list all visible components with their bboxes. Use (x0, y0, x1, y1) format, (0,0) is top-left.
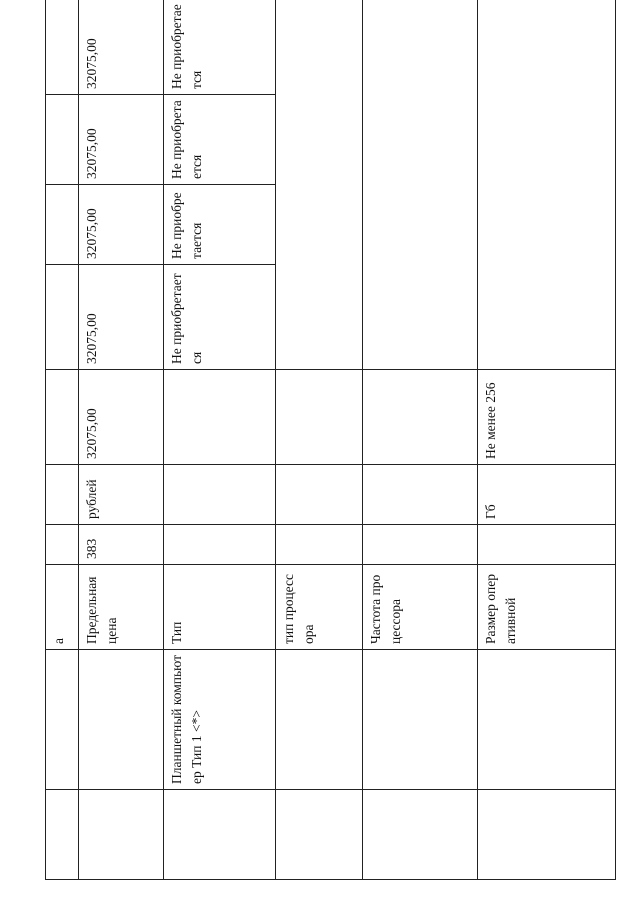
cell-blank (46, 525, 79, 565)
table-row-ram (478, 0, 616, 880)
cell-blank (363, 790, 478, 880)
cell-price: 32075,00 (79, 185, 164, 265)
cell-blank (46, 185, 79, 265)
cell-ram-unit: Гб (478, 465, 616, 525)
cell-product-name: Планшетный компьютер Тип 1 <*> (164, 650, 276, 790)
cell-blank (363, 370, 478, 465)
cell-ram-label: Размер оперативной (478, 565, 616, 650)
cell-blank (363, 650, 478, 790)
cell-blank (46, 0, 79, 95)
cell-blank (46, 370, 79, 465)
cell-cpu-freq-label: Частота процессора (363, 565, 478, 650)
cell-blank (164, 465, 276, 525)
cell-type-value (164, 370, 276, 465)
table-row-price (79, 0, 164, 880)
cell-cpu-type-label: тип процессора (276, 565, 363, 650)
table-row-cpu-type (276, 0, 363, 880)
procurement-table (45, 0, 616, 880)
cell-blank (478, 790, 616, 880)
cell-type-label: Тип (164, 565, 276, 650)
cell-blank (46, 265, 79, 370)
cell-price: 32075,00 (79, 265, 164, 370)
cell-blank (478, 650, 616, 790)
cell-unit: рублей (79, 465, 164, 525)
cell-blank (46, 465, 79, 525)
cell-blank (276, 465, 363, 525)
cell-blank (478, 525, 616, 565)
cell-word-tail: а (46, 565, 79, 650)
table-row-type (164, 0, 276, 880)
cell-blank (46, 650, 79, 790)
cell-type-value: Не приобретается (164, 185, 276, 265)
cell-blank (46, 95, 79, 185)
cell-blank (164, 790, 276, 880)
cell-blank (79, 650, 164, 790)
cell-merged-blank (363, 0, 478, 370)
cell-blank (276, 650, 363, 790)
cell-blank (46, 790, 79, 880)
cell-blank (363, 525, 478, 565)
cell-price: 32075,00 (79, 95, 164, 185)
table-row-cpu-freq (363, 0, 478, 880)
cell-merged-blank (478, 0, 616, 370)
cell-type-value: Не приобретается (164, 0, 276, 95)
cell-blank (276, 525, 363, 565)
cell-merged-blank (276, 0, 363, 370)
table-row-top (46, 0, 79, 880)
cell-blank (164, 525, 276, 565)
cell-blank (276, 790, 363, 880)
cell-price: 32075,00 (79, 370, 164, 465)
cell-blank (363, 465, 478, 525)
cell-type-value: Не приобретается (164, 265, 276, 370)
cell-number: 383 (79, 525, 164, 565)
cell-type-value: Не приобретается (164, 95, 276, 185)
cell-blank (276, 370, 363, 465)
cell-price: 32075,00 (79, 0, 164, 95)
cell-price-label: Предельная цена (79, 565, 164, 650)
cell-ram-value: Не менее 256 (478, 370, 616, 465)
cell-blank (79, 790, 164, 880)
rotated-page (45, 4, 615, 880)
